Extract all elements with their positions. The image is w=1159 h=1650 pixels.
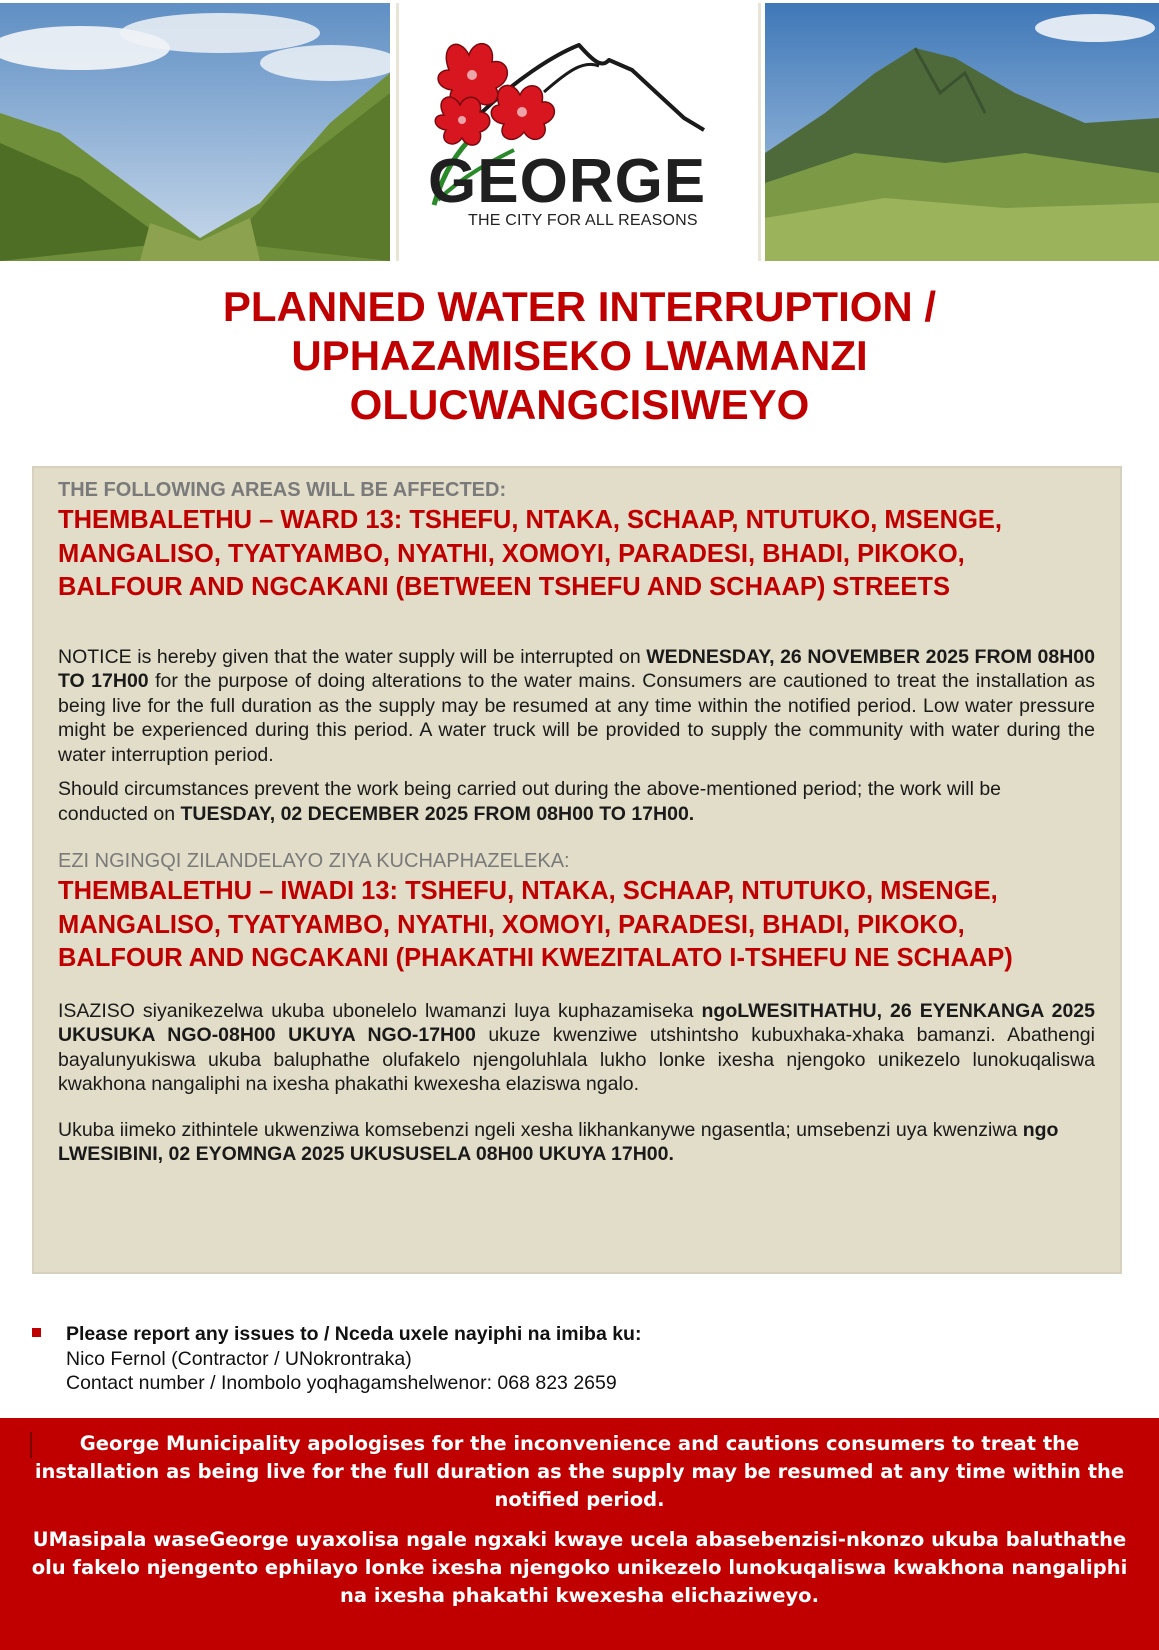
- xhosa-alternate-text: Ukuba iimeko zithintele ukwenziwa komsebenzi ngeli xesha likhankanywe ngasentla; umsebenzi uya kwenziwa: [58, 1118, 1023, 1141]
- notice-title: [0, 282, 1159, 429]
- title-line-3: OLUCWANGCISIWEYO: [349, 381, 810, 428]
- xhosa-alternate-date: ngo LWESIBINI, 02 EYOMNGA 2025 UKUSUSELA 08H00 UKUYA 17H00.: [58, 1118, 1059, 1165]
- mountain-valley-photo-left: [0, 3, 390, 261]
- notice-details-panel: [32, 466, 1122, 1274]
- english-notice-text: NOTICE is hereby given that the water supply will be interrupted on: [58, 645, 647, 668]
- xhosa-notice-date: ngoLWESITHATHU, 26 EYENKANGA 2025 UKUSUKA NGO-08H00 UKUYA NGO-17H00: [58, 999, 1095, 1046]
- english-notice-date: WEDNESDAY, 26 NOVEMBER 2025 FROM 08H00 TO 17H00: [58, 645, 1096, 692]
- logo-wordmark: GEORGE: [428, 147, 707, 216]
- logo-tagline: THE CITY FOR ALL REASONS: [468, 212, 698, 229]
- title-line-1: PLANNED WATER INTERRUPTION /: [222, 283, 937, 330]
- english-alternate-paragraph: [58, 777, 1095, 826]
- header-divider-left: [396, 3, 399, 261]
- apology-footer: [0, 1418, 1159, 1650]
- contact-details: [66, 1322, 641, 1396]
- footer-edge-mark: [30, 1432, 32, 1458]
- george-logo: [404, 0, 754, 262]
- footer-english-apology: George Municipality apologises for the inconvenience and cautions consumers to treat the installation as being live for the full duration as the supply may be resumed at any time within the notified period.: [34, 1432, 1125, 1511]
- panel-content: [58, 478, 1095, 1167]
- title-line-2: UPHAZAMISEKO LWAMANZI: [291, 332, 868, 379]
- xhosa-notice-text-end: ukuze kwenziwe utshintsho kubuxhaka-xhaka bamanzi. Abathengi bayalunyukiswa ukuba baluphathe olufakelo njengoluhlala lukho lonke ixesha njengoko unikezelo lunokuqaliswa kwakhona nangaliphi na ixesha phakathi kwexesha elaziswa ngalo.: [58, 1024, 1095, 1095]
- english-alternate-text: Should circumstances prevent the work being carried out during the above-mentioned period; the work will be conducted on: [58, 778, 1002, 825]
- xhosa-areas-heading: EZI NGINGQI ZILANDELAYO ZIYA KUCHAPHAZELEKA:: [58, 850, 570, 872]
- english-affected-areas: THEMBALETHU – WARD 13: TSHEFU, NTAKA, SCHAAP, NTUTUKO, MSENGE, MANGALISO, TYATYAMBO, NYATHI, XOMOYI, PARADESI, BHADI, PIKOKO, BALFOUR AND NGCAKANI (BETWEEN TSHEFU AND SCHAAP) STREETS: [58, 506, 1003, 601]
- mountain-peak-photo-right: [765, 3, 1159, 261]
- footer-xhosa-apology: UMasipala waseGeorge uyaxolisa ngale ngxaki kwaye ucela abasebenzisi-nkonzo ukuba baluthathe olu fakelo njengento ephilayo lonke ixesha njengoko unikezelo lunokuqaliswa kwakhona nangaliphi na ixesha phakathi kwexesha elichaziweyo.: [31, 1528, 1128, 1607]
- english-notice-paragraph: [58, 645, 1095, 768]
- xhosa-alternate-paragraph: [58, 1118, 1095, 1167]
- header-banner: [0, 0, 1159, 262]
- xhosa-notice-text: ISAZISO siyanikezelwa ukuba ubonelelo lwamanzi luya kuphazamiseka: [58, 999, 702, 1022]
- english-areas-heading: THE FOLLOWING AREAS WILL BE AFFECTED:: [58, 479, 507, 501]
- contact-name: Nico Fernol (Contractor / UNokrontraka): [66, 1347, 412, 1370]
- red-square-bullet-icon: [32, 1328, 41, 1337]
- contact-heading: Please report any issues to / Nceda uxele nayiphi na imiba ku:: [66, 1323, 642, 1345]
- header-divider-right: [758, 3, 761, 261]
- english-alternate-date: TUESDAY, 02 DECEMBER 2025 FROM 08H00 TO 17H00.: [180, 802, 695, 825]
- xhosa-affected-areas: THEMBALETHU – IWADI 13: TSHEFU, NTAKA, SCHAAP, NTUTUKO, MSENGE, MANGALISO, TYATYAMBO, NYATHI, XOMOYI, PARADESI, BHADI, PIKOKO, BALFOUR AND NGCAKANI (PHAKATHI KWEZITALATO I-TSHEFU NE SCHAAP): [58, 877, 1013, 972]
- contact-number: Contact number / Inombolo yoqhagamshelwenor: 068 823 2659: [66, 1372, 617, 1394]
- xhosa-notice-paragraph: [58, 999, 1095, 1097]
- english-notice-text-end: for the purpose of doing alterations to the water mains. Consumers are cautioned to treat the installation as being live for the full duration as the supply may be resumed at any time within the notified period. Low water pressure might be experienced during this period. A water truck will be provided to supply the community with water during the water interruption period.: [58, 670, 1096, 766]
